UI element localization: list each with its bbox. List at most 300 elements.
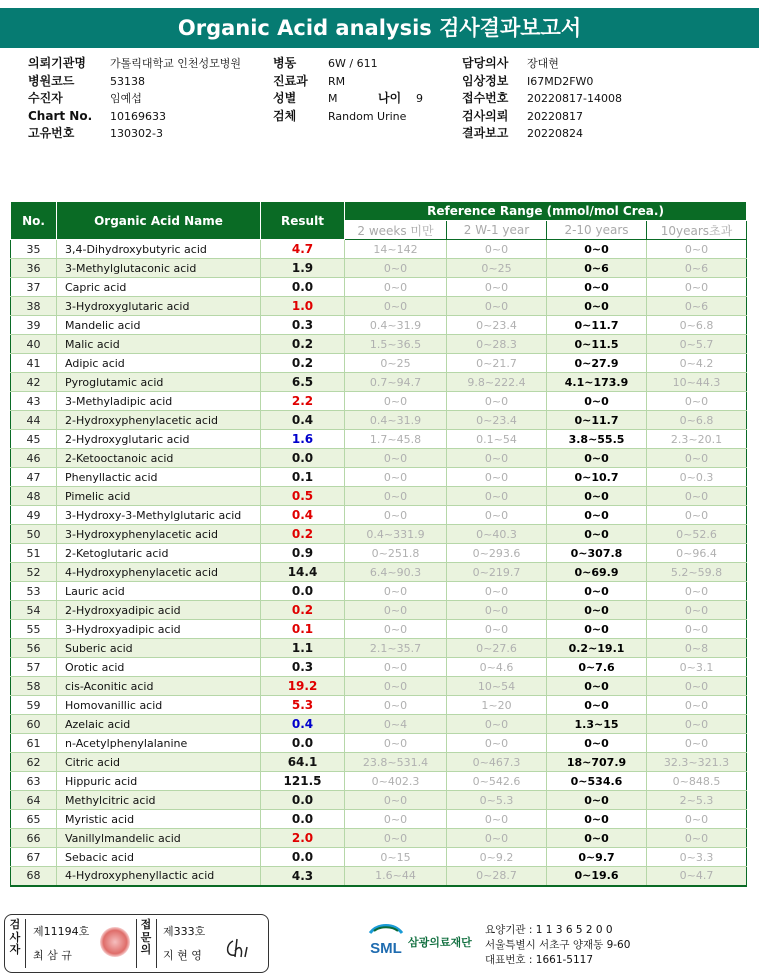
ref-range-10y: 0~0 xyxy=(647,240,747,259)
ref-range-1y: 0~40.3 xyxy=(447,525,547,544)
info-label: 임상정보 xyxy=(462,73,509,88)
ref-range-2-10y: 0~0 xyxy=(547,506,647,525)
result-value: 1.9 xyxy=(261,259,345,278)
table-row xyxy=(11,354,747,373)
ref-range-1y: 0~4.6 xyxy=(447,658,547,677)
ref-range-10y: 0~4.2 xyxy=(647,354,747,373)
ref-range-2-10y: 0~0 xyxy=(547,297,647,316)
ref-range-2-10y: 0~0 xyxy=(547,487,647,506)
ref-range-1y: 0~0 xyxy=(447,506,547,525)
ref-range-2w: 0~0 xyxy=(345,259,447,278)
table-row xyxy=(11,772,747,791)
ref-range-2-10y: 0~6 xyxy=(547,259,647,278)
acid-name: Myristic acid xyxy=(57,810,261,829)
table-row xyxy=(11,848,747,867)
sml-logo-icon xyxy=(366,921,406,961)
results-body xyxy=(11,240,747,886)
table-row xyxy=(11,601,747,620)
acid-name: Pyroglutamic acid xyxy=(57,373,261,392)
result-value: 121.5 xyxy=(261,772,345,791)
header-range-2: 2 W-1 year xyxy=(447,221,547,240)
acid-name: 3-Hydroxyphenylacetic acid xyxy=(57,525,261,544)
ref-range-10y: 32.3~321.3 xyxy=(647,753,747,772)
info-label: 고유번호 xyxy=(28,126,75,140)
acid-name: Mandelic acid xyxy=(57,316,261,335)
ref-range-1y: 0~0 xyxy=(447,278,547,297)
ref-range-10y: 0~0 xyxy=(647,601,747,620)
doctor-vertical-label: 접 문 의 xyxy=(140,918,152,956)
table-row xyxy=(11,791,747,810)
ref-range-2w: 0~15 xyxy=(345,848,447,867)
ref-range-1y: 0~27.6 xyxy=(447,639,547,658)
patient-info-col2 xyxy=(273,55,423,125)
ref-range-2-10y: 0~27.9 xyxy=(547,354,647,373)
row-number: 52 xyxy=(11,563,57,582)
result-value: 14.4 xyxy=(261,563,345,582)
ref-range-1y: 0~0 xyxy=(447,487,547,506)
official-seal-icon xyxy=(100,927,130,957)
acid-name: 2-Ketooctanoic acid xyxy=(57,449,261,468)
ref-range-10y: 0~0 xyxy=(647,506,747,525)
ref-range-10y: 2.3~20.1 xyxy=(647,430,747,449)
row-number: 45 xyxy=(11,430,57,449)
ref-range-10y: 0~0 xyxy=(647,620,747,639)
table-row xyxy=(11,335,747,354)
row-number: 36 xyxy=(11,259,57,278)
info-value: I67MD2FW0 xyxy=(527,74,594,88)
result-value: 64.1 xyxy=(261,753,345,772)
ref-range-10y: 0~8 xyxy=(647,639,747,658)
info-label: 담당의사 xyxy=(462,56,509,70)
table-row xyxy=(11,867,747,886)
table-row xyxy=(11,734,747,753)
ref-range-10y: 0~3.1 xyxy=(647,658,747,677)
row-number: 68 xyxy=(11,867,57,886)
ref-range-2w: 0~0 xyxy=(345,392,447,411)
row-number: 58 xyxy=(11,677,57,696)
ref-range-1y: 1~20 xyxy=(447,696,547,715)
ref-range-10y: 0~0 xyxy=(647,487,747,506)
row-number: 48 xyxy=(11,487,57,506)
ref-range-2w: 0~251.8 xyxy=(345,544,447,563)
acid-name: 4-Hydroxyphenylacetic acid xyxy=(57,563,261,582)
table-row xyxy=(11,316,747,335)
ref-range-1y: 0~5.3 xyxy=(447,791,547,810)
info-label: 접수번호 xyxy=(462,91,509,105)
table-row xyxy=(11,449,747,468)
result-value: 0.4 xyxy=(261,506,345,525)
row-number: 39 xyxy=(11,316,57,335)
ref-range-10y: 0~0 xyxy=(647,677,747,696)
org-line: 대표번호 : 1661-5117 xyxy=(485,954,594,966)
table-row xyxy=(11,297,747,316)
ref-range-2-10y: 0~7.6 xyxy=(547,658,647,677)
header-range-1: 2 weeks 미만 xyxy=(345,221,447,240)
ref-range-2w: 0~0 xyxy=(345,506,447,525)
info-label: 병동 xyxy=(273,56,297,70)
ref-range-1y: 0~0 xyxy=(447,715,547,734)
row-number: 54 xyxy=(11,601,57,620)
acid-name: Adipic acid xyxy=(57,354,261,373)
acid-name: Phenyllactic acid xyxy=(57,468,261,487)
result-value: 0.2 xyxy=(261,354,345,373)
patient-info-col3 xyxy=(462,55,622,143)
ref-range-2-10y: 0~0 xyxy=(547,734,647,753)
acid-name: n-Acetylphenylalanine xyxy=(57,734,261,753)
table-row xyxy=(11,658,747,677)
result-value: 0.9 xyxy=(261,544,345,563)
table-row xyxy=(11,411,747,430)
row-number: 63 xyxy=(11,772,57,791)
ref-range-1y: 0~0 xyxy=(447,392,547,411)
row-number: 67 xyxy=(11,848,57,867)
table-row xyxy=(11,278,747,297)
ref-range-1y: 0~21.7 xyxy=(447,354,547,373)
result-value: 1.1 xyxy=(261,639,345,658)
ref-range-2w: 0~0 xyxy=(345,791,447,810)
acid-name: cis-Aconitic acid xyxy=(57,677,261,696)
signature-box xyxy=(4,914,269,973)
ref-range-2w: 0~0 xyxy=(345,297,447,316)
ref-range-1y: 10~54 xyxy=(447,677,547,696)
ref-range-1y: 0~0 xyxy=(447,297,547,316)
row-number: 47 xyxy=(11,468,57,487)
row-number: 44 xyxy=(11,411,57,430)
ref-range-10y: 0~0 xyxy=(647,734,747,753)
acid-name: 2-Hydroxyadipic acid xyxy=(57,601,261,620)
info-label: Chart No. xyxy=(28,108,93,123)
result-value: 1.0 xyxy=(261,297,345,316)
info-value: Random Urine xyxy=(328,109,407,123)
result-value: 0.2 xyxy=(261,525,345,544)
ref-range-2-10y: 3.8~55.5 xyxy=(547,430,647,449)
ref-range-2w: 0~0 xyxy=(345,487,447,506)
org-line: 서울특별시 서초구 양재동 9-60 xyxy=(485,939,631,951)
header-result: Result xyxy=(261,202,345,240)
ref-range-10y: 0~52.6 xyxy=(647,525,747,544)
ref-range-2w: 1.7~45.8 xyxy=(345,430,447,449)
table-row xyxy=(11,715,747,734)
row-number: 62 xyxy=(11,753,57,772)
ref-range-2w: 6.4~90.3 xyxy=(345,563,447,582)
info-value: 20220817 xyxy=(527,109,583,123)
acid-name: Homovanillic acid xyxy=(57,696,261,715)
table-row xyxy=(11,468,747,487)
ref-range-1y: 0~0 xyxy=(447,240,547,259)
ref-range-1y: 0~0 xyxy=(447,601,547,620)
result-value: 1.6 xyxy=(261,430,345,449)
ref-range-2-10y: 0~0 xyxy=(547,525,647,544)
ref-range-10y: 0~6.8 xyxy=(647,411,747,430)
ref-range-2-10y: 0~11.7 xyxy=(547,316,647,335)
ref-range-2-10y: 0~0 xyxy=(547,601,647,620)
ref-range-1y: 0~9.2 xyxy=(447,848,547,867)
result-value: 6.5 xyxy=(261,373,345,392)
ref-range-2w: 0.4~331.9 xyxy=(345,525,447,544)
row-number: 35 xyxy=(11,240,57,259)
ref-range-10y: 0~0 xyxy=(647,696,747,715)
result-value: 0.1 xyxy=(261,620,345,639)
ref-range-10y: 0~0 xyxy=(647,810,747,829)
info-label: 진료과 xyxy=(273,73,308,88)
table-row xyxy=(11,544,747,563)
ref-range-2-10y: 0~307.8 xyxy=(547,544,647,563)
ref-range-1y: 0~542.6 xyxy=(447,772,547,791)
ref-range-1y: 0~25 xyxy=(447,259,547,278)
info-value: RM xyxy=(328,74,346,88)
acid-name: Capric acid xyxy=(57,278,261,297)
acid-name: Malic acid xyxy=(57,335,261,354)
result-value: 2.0 xyxy=(261,829,345,848)
ref-range-2-10y: 0~19.6 xyxy=(547,867,647,886)
results-table-wrapper xyxy=(10,201,746,887)
acid-name: 3-Hydroxyglutaric acid xyxy=(57,297,261,316)
report-title: Organic Acid analysis 검사결과보고서 xyxy=(0,8,759,48)
row-number: 50 xyxy=(11,525,57,544)
ref-range-2w: 0~0 xyxy=(345,620,447,639)
row-number: 43 xyxy=(11,392,57,411)
acid-name: 3-Hydroxy-3-Methylglutaric acid xyxy=(57,506,261,525)
result-value: 0.0 xyxy=(261,449,345,468)
acid-name: 2-Hydroxyphenylacetic acid xyxy=(57,411,261,430)
ref-range-2-10y: 0~0 xyxy=(547,392,647,411)
acid-name: Suberic acid xyxy=(57,639,261,658)
row-number: 65 xyxy=(11,810,57,829)
ref-range-2-10y: 0~0 xyxy=(547,791,647,810)
ref-range-2w: 0~0 xyxy=(345,658,447,677)
age-label: 나이 xyxy=(378,91,402,105)
ref-range-2-10y: 0~11.7 xyxy=(547,411,647,430)
result-value: 4.7 xyxy=(261,240,345,259)
info-value: 임예섭 xyxy=(110,92,142,105)
info-value: 가톨릭대학교 인천성모병원 xyxy=(110,57,242,70)
ref-range-2-10y: 4.1~173.9 xyxy=(547,373,647,392)
result-value: 0.3 xyxy=(261,658,345,677)
ref-range-10y: 10~44.3 xyxy=(647,373,747,392)
ref-range-1y: 0~0 xyxy=(447,468,547,487)
ref-range-1y: 9.8~222.4 xyxy=(447,373,547,392)
ref-range-2w: 0~0 xyxy=(345,829,447,848)
info-label: 의뢰기관명 xyxy=(28,56,86,70)
table-row xyxy=(11,677,747,696)
ref-range-2-10y: 0~0 xyxy=(547,449,647,468)
ref-range-10y: 0~6 xyxy=(647,297,747,316)
ref-range-1y: 0~219.7 xyxy=(447,563,547,582)
ref-range-2w: 0~25 xyxy=(345,354,447,373)
info-value: 53138 xyxy=(110,74,145,88)
ref-range-2-10y: 0~0 xyxy=(547,696,647,715)
result-value: 0.4 xyxy=(261,715,345,734)
ref-range-1y: 0~23.4 xyxy=(447,411,547,430)
row-number: 38 xyxy=(11,297,57,316)
info-label: 수진자 xyxy=(28,91,63,105)
ref-range-1y: 0~467.3 xyxy=(447,753,547,772)
table-row xyxy=(11,259,747,278)
row-number: 59 xyxy=(11,696,57,715)
result-value: 0.2 xyxy=(261,601,345,620)
table-row xyxy=(11,620,747,639)
ref-range-2w: 0~0 xyxy=(345,449,447,468)
ref-range-2-10y: 0~11.5 xyxy=(547,335,647,354)
info-value: 130302-3 xyxy=(110,127,163,140)
doctor-license: 제333호 xyxy=(163,925,206,938)
header-no: No. xyxy=(11,202,57,240)
ref-range-2w: 0~0 xyxy=(345,601,447,620)
table-row xyxy=(11,810,747,829)
ref-range-1y: 0~0 xyxy=(447,810,547,829)
table-row xyxy=(11,525,747,544)
result-value: 0.0 xyxy=(261,791,345,810)
examiner-vertical-label: 검 사 자 xyxy=(9,918,21,956)
acid-name: Vanillylmandelic acid xyxy=(57,829,261,848)
ref-range-2-10y: 0~9.7 xyxy=(547,848,647,867)
row-number: 61 xyxy=(11,734,57,753)
info-value: 20220817-14008 xyxy=(527,92,622,105)
ref-range-2-10y: 0~69.9 xyxy=(547,563,647,582)
ref-range-2w: 0~4 xyxy=(345,715,447,734)
acid-name: 3-Methylglutaconic acid xyxy=(57,259,261,278)
ref-range-2w: 14~142 xyxy=(345,240,447,259)
ref-range-2-10y: 1.3~15 xyxy=(547,715,647,734)
ref-range-2w: 0.7~94.7 xyxy=(345,373,447,392)
info-label: 검사의뢰 xyxy=(462,108,509,123)
doctor-name: 지 현 영 xyxy=(163,949,202,962)
ref-range-2w: 0~0 xyxy=(345,677,447,696)
ref-range-10y: 5.2~59.8 xyxy=(647,563,747,582)
ref-range-2w: 0~0 xyxy=(345,696,447,715)
ref-range-10y: 0~0 xyxy=(647,582,747,601)
results-table xyxy=(10,201,747,887)
row-number: 55 xyxy=(11,620,57,639)
info-value: 10169633 xyxy=(110,109,166,123)
table-row xyxy=(11,430,747,449)
result-value: 0.3 xyxy=(261,316,345,335)
ref-range-2w: 0~0 xyxy=(345,734,447,753)
table-row xyxy=(11,563,747,582)
ref-range-2-10y: 0~10.7 xyxy=(547,468,647,487)
table-row xyxy=(11,392,747,411)
ref-range-1y: 0~0 xyxy=(447,734,547,753)
table-row xyxy=(11,487,747,506)
ref-range-2w: 0~0 xyxy=(345,468,447,487)
ref-range-10y: 0~0 xyxy=(647,392,747,411)
ref-range-10y: 0~848.5 xyxy=(647,772,747,791)
ref-range-1y: 0~0 xyxy=(447,582,547,601)
ref-range-2w: 1.5~36.5 xyxy=(345,335,447,354)
header-range-3: 2-10 years xyxy=(547,221,647,240)
ref-range-2w: 0.4~31.9 xyxy=(345,316,447,335)
table-row xyxy=(11,696,747,715)
ref-range-1y: 0~0 xyxy=(447,449,547,468)
foundation-name: 삼광의료재단 xyxy=(408,936,472,949)
table-row xyxy=(11,829,747,848)
row-number: 42 xyxy=(11,373,57,392)
acid-name: Sebacic acid xyxy=(57,848,261,867)
table-row xyxy=(11,506,747,525)
ref-range-1y: 0.1~54 xyxy=(447,430,547,449)
result-value: 0.0 xyxy=(261,582,345,601)
acid-name: 2-Ketoglutaric acid xyxy=(57,544,261,563)
acid-name: 3-Methyladipic acid xyxy=(57,392,261,411)
ref-range-10y: 0~0 xyxy=(647,449,747,468)
ref-range-2w: 1.6~44 xyxy=(345,867,447,886)
ref-range-1y: 0~28.3 xyxy=(447,335,547,354)
signature-icon xyxy=(223,933,257,963)
result-value: 2.2 xyxy=(261,392,345,411)
ref-range-2w: 0~0 xyxy=(345,810,447,829)
table-row xyxy=(11,753,747,772)
acid-name: Azelaic acid xyxy=(57,715,261,734)
ref-range-2w: 2.1~35.7 xyxy=(345,639,447,658)
row-number: 64 xyxy=(11,791,57,810)
header-reference: Reference Range (mmol/mol Crea.) xyxy=(345,202,747,221)
acid-name: Citric acid xyxy=(57,753,261,772)
ref-range-10y: 0~0 xyxy=(647,278,747,297)
ref-range-2-10y: 0~0 xyxy=(547,582,647,601)
ref-range-1y: 0~0 xyxy=(447,829,547,848)
ref-range-10y: 0~6.8 xyxy=(647,316,747,335)
result-value: 0.0 xyxy=(261,734,345,753)
result-value: 0.4 xyxy=(261,411,345,430)
acid-name: Hippuric acid xyxy=(57,772,261,791)
result-value: 0.1 xyxy=(261,468,345,487)
row-number: 49 xyxy=(11,506,57,525)
ref-range-2-10y: 0~0 xyxy=(547,829,647,848)
result-value: 5.3 xyxy=(261,696,345,715)
row-number: 66 xyxy=(11,829,57,848)
table-row xyxy=(11,639,747,658)
table-row xyxy=(11,582,747,601)
org-line: 요양기관 : 1 1 3 6 5 2 0 0 xyxy=(485,924,613,936)
row-number: 37 xyxy=(11,278,57,297)
ref-range-2w: 0.4~31.9 xyxy=(345,411,447,430)
ref-range-2w: 0~402.3 xyxy=(345,772,447,791)
row-number: 41 xyxy=(11,354,57,373)
info-label: 검체 xyxy=(273,108,297,123)
row-number: 46 xyxy=(11,449,57,468)
result-value: 19.2 xyxy=(261,677,345,696)
ref-range-2-10y: 0~0 xyxy=(547,278,647,297)
ref-range-10y: 0~0 xyxy=(647,829,747,848)
ref-range-2-10y: 0~534.6 xyxy=(547,772,647,791)
result-value: 0.5 xyxy=(261,487,345,506)
acid-name: Pimelic acid xyxy=(57,487,261,506)
org-info xyxy=(485,923,630,968)
ref-range-2-10y: 0~0 xyxy=(547,677,647,696)
ref-range-10y: 2~5.3 xyxy=(647,791,747,810)
ref-range-2w: 0~0 xyxy=(345,278,447,297)
patient-info-col1 xyxy=(28,55,241,143)
age-value: 9 xyxy=(416,92,423,105)
table-row xyxy=(11,373,747,392)
info-value: 6W / 611 xyxy=(328,57,378,70)
table-row xyxy=(11,240,747,259)
ref-range-10y: 0~5.7 xyxy=(647,335,747,354)
row-number: 51 xyxy=(11,544,57,563)
row-number: 53 xyxy=(11,582,57,601)
ref-range-2-10y: 18~707.9 xyxy=(547,753,647,772)
row-number: 56 xyxy=(11,639,57,658)
ref-range-2w: 0~0 xyxy=(345,582,447,601)
info-label: 결과보고 xyxy=(462,126,509,140)
ref-range-1y: 0~0 xyxy=(447,620,547,639)
examiner-name: 최 삼 규 xyxy=(33,949,72,962)
info-value: 20220824 xyxy=(527,127,583,140)
header-name: Organic Acid Name xyxy=(57,202,261,240)
ref-range-2-10y: 0~0 xyxy=(547,620,647,639)
info-value: M xyxy=(328,92,338,105)
ref-range-10y: 0~96.4 xyxy=(647,544,747,563)
